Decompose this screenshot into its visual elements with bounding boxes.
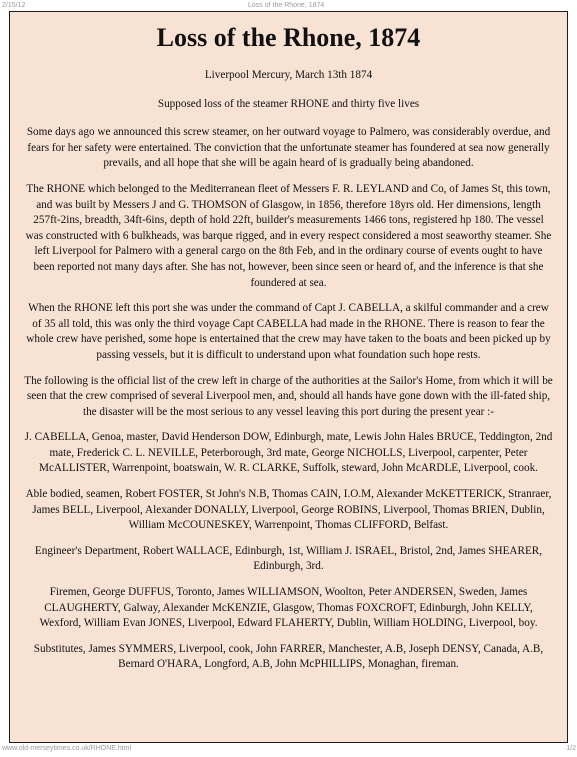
print-page-number: 1/2 (566, 745, 576, 752)
crew-engineers-list: Engineer's Department, Robert WALLACE, Edinburgh, 1st, William J. ISRAEL, Bristol, 2nd, James SHEARER, Edinburgh, 3rd. (34, 544, 543, 573)
crew-officers-list: J. CABELLA, Genoa, master, David Henderson DOW, Edinburgh, mate, Lewis John Hales BRUCE, Teddington, 2nd mate, Frederick C. L. NEVILLE, Peterborough, 3rd mate, George NICHOLLS, Liverpool, carpenter, Peter McALLISTER, Warrenpoint, boatswain, W. R. CLARKE, Suffolk, steward, John McARDLE, Liverpool, cook. (24, 431, 553, 475)
print-page-title: Loss of the Rhone, 1874 (248, 2, 325, 9)
crew-substitutes-list: Substitutes, James SYMMERS, Liverpool, cook, John FARRER, Manchester, A.B, Joseph DENSY, Canada, A.B, Bernard O'HARA, Longford, A.B, John McPHILLIPS, Monaghan, fireman. (33, 642, 544, 671)
crew-firemen-list: Firemen, George DUFFUS, Toronto, James WILLIAMSON, Woolton, Peter ANDERSEN, Sweden, James CLAUGHERTY, Galway, Alexander McKENZIE, Glasgow, Thomas FOXCROFT, Edinburgh, John KELLY, Wexford, William Evan JONES, Liverpool, Edward FLAHERTY, Dublin, William HOLDING, Liverpool, boy. (39, 586, 538, 630)
article-subtitle: Supposed loss of the steamer RHONE and thirty five lives (157, 97, 420, 110)
print-footer (0, 745, 577, 757)
article-source: Liverpool Mercury, March 13th 1874 (204, 69, 373, 81)
article-paragraph: Some days ago we announced this screw steamer, on her outward voyage to Palmero, was considerably overdue, and fears for her safety were entertained. The conviction that the unfortunate steamer has foundered at sea now generally prevails, and all hope that she will be again heard of is gradually being abandoned. (26, 126, 551, 170)
article-paragraph: When the RHONE left this port she was under the command of Capt J. CABELLA, a skilful commander and a crew of 35 all told, this was only the third voyage Capt CABELLA had made in the RHONE. There is reason to fear the whole crew have perished, some hope is entertained that the crew may have taken to the boats and been picked up by passing vessels, but it is difficult to understand upon what foundation such hope rests. (26, 302, 551, 361)
article-paragraph: The following is the official list of the crew left in charge of the authorities at the Sailor's Home, from which it will be seen that the crew comprised of several Liverpool men, and, should all hands have gone down with the ill-fated ship, the disaster will be the most serious to any vessel leaving this port during the present year :- (24, 374, 553, 418)
article-title: Loss of the Rhone, 1874 (156, 23, 421, 52)
print-url: www.old-merseytimes.co.uk/RHONE.html (2, 745, 132, 752)
article-page (9, 11, 568, 743)
crew-seamen-list: Able bodied, seamen, Robert FOSTER, St John's N.B, Thomas CAIN, I.O.M, Alexander McKETTERICK, Stranraer, James BELL, Liverpool, Alexander DONALLY, Liverpool, George ROBINS, Liverpool, Thomas BRIEN, Dublin, William McCOUNESKEY, Warrenpoint, Thomas CLIFFORD, Belfast. (25, 488, 552, 532)
print-date: 2/15/12 (2, 2, 26, 9)
article-paragraph: The RHONE which belonged to the Mediterranean fleet of Messers F. R. LEYLAND and Co, of James St, this town, and was built by Messers J and G. THOMSON of Glasgow, in 1856, therefore 18yrs old. Her dimensions, length 257ft-2ins, breadth, 34ft-6ins, depth of hold 22ft, builder's measurements 1466 tons, registered hp 180. The vessel was constructed with 6 bulkheads, was barque rigged, and in every respect considered a most seaworthy steamer. She left Liverpool for Palmero with a general cargo on the 8th Feb, and in the ordinary course of events ought to have been reported not many days after. She has not, however, been since seen or heard of, and the inference is that she foundered at sea. (25, 182, 552, 289)
